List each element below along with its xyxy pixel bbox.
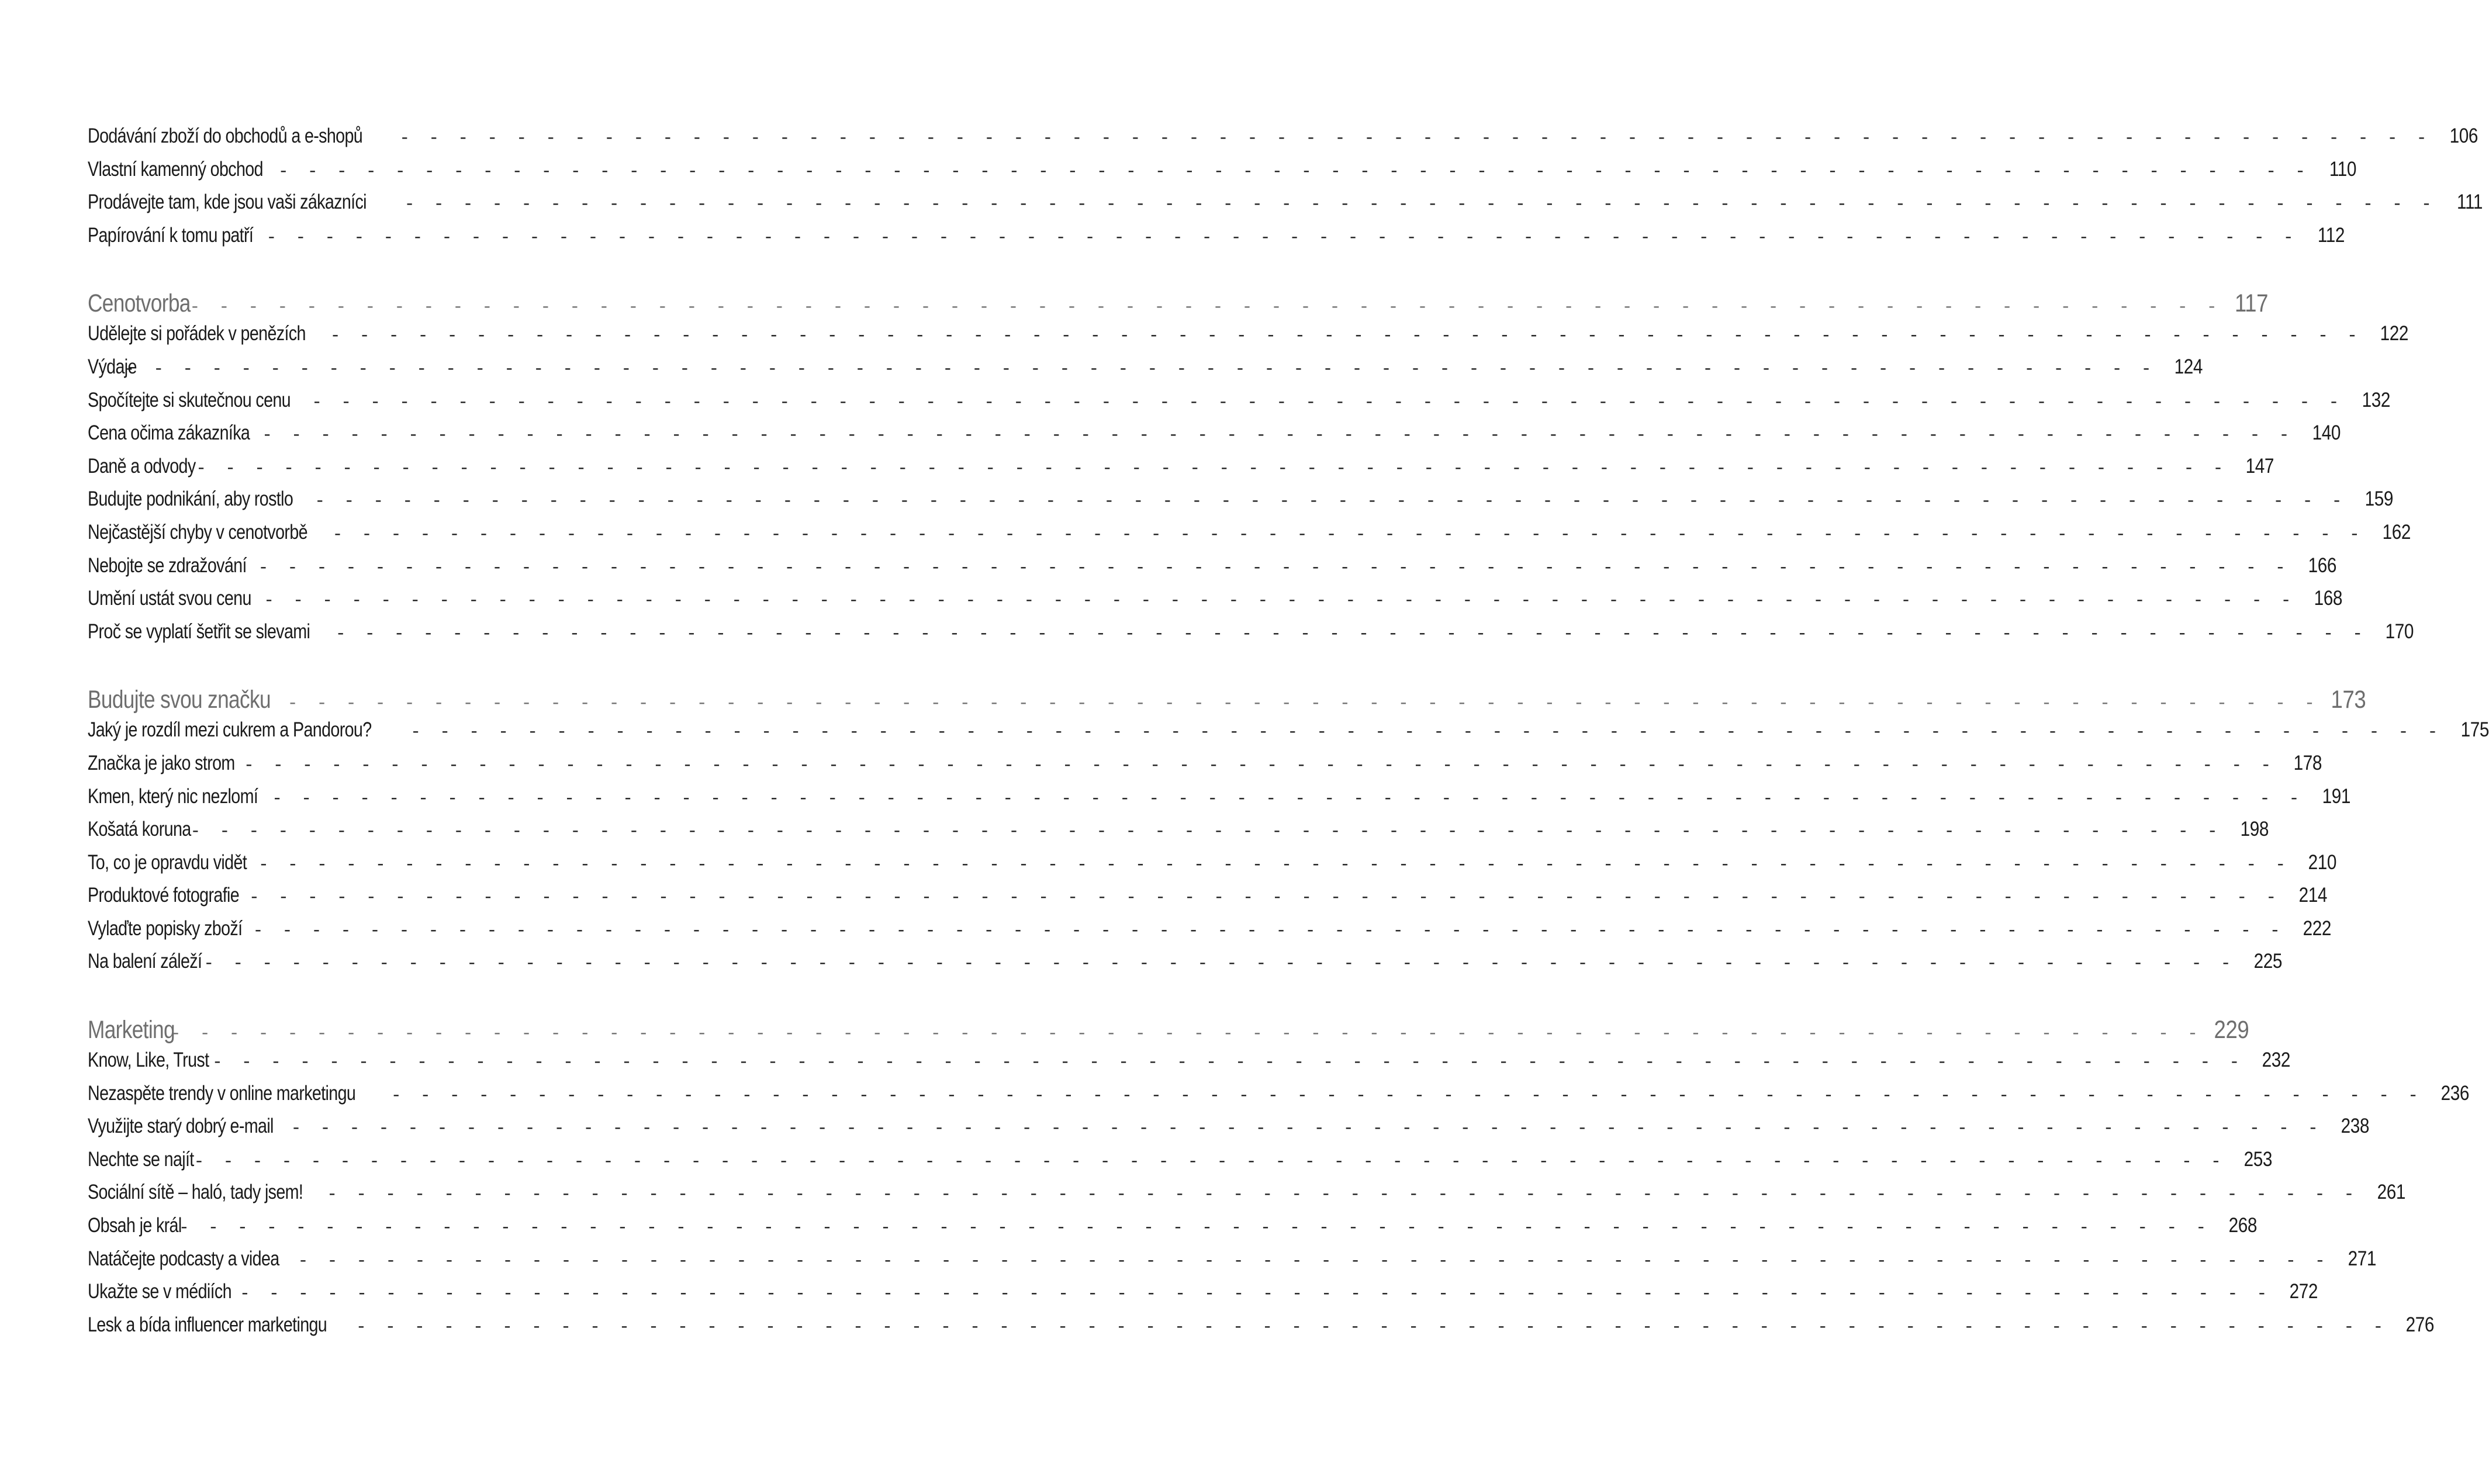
toc-entry-page: 166	[2308, 554, 2336, 577]
toc-entry[interactable]	[88, 850, 2337, 884]
dot-leader: - - - - - - - - - - - - - - - - - - - - - - - - - - - - - - - - - - - - - - - - - - - - - - - - - - - - - - - - - - - - - - - - - - - - - -	[193, 1151, 2225, 1172]
toc-entry[interactable]	[88, 421, 2341, 455]
toc-entry[interactable]	[88, 818, 2269, 851]
toc-entry-title: Nebojte se zdražování	[88, 554, 247, 577]
dot-leader: - - - - - - - - - - - - - - - - - - - - - - - - - - - - - - - - - - - - - - - - - - - - - - - - - - - - - - - - - - - - - - - - - - - - - -	[314, 492, 2346, 512]
toc-entry[interactable]	[88, 388, 2390, 422]
toc-entry-title: Natáčejte podcasty a videa	[88, 1247, 279, 1270]
toc-entry[interactable]	[88, 355, 2203, 389]
dot-leader: - - - - - - - - - - - - - - - - - - - - - - - - - - - - - - - - - - - - - - - - - - - - - - - - - - - - - - - - - - - - - - - - - - - - - -	[190, 822, 2222, 842]
toc-entry-title: Know, Like, Trust	[88, 1049, 209, 1072]
dot-leader: - - - - - - - - - - - - - - - - - - - - - - - - - - - - - - - - - - - - - - - - - - - - - - - - - - - - - - - - - - - - - - - - - - - - - -	[272, 788, 2304, 809]
chapter-title: Cenotvorba	[88, 289, 191, 318]
toc-entry[interactable]	[88, 620, 2414, 653]
toc-entry-page: 261	[2377, 1181, 2405, 1204]
dot-leader: - - - - - - - - - - - - - - - - - - - - - - - - - - - - - - - - - - - - - - - - - - - - - - - - - - - - - - - - - - - - - - - - - - - - - -	[330, 326, 2362, 347]
dot-leader: - - - - - - - - - - - - - - - - - - - - - - - - - - - - - - - - - - - - - - - - - - - - - - - - - - - - - - - - - - - - - - - - - - - - - -	[298, 1251, 2329, 1271]
section-gap	[88, 257, 843, 289]
dot-leader: - - - - - - - - - - - - - - - - - - - - - - - - - - - - - - - - - - - - - - - - - - - - - - - - - - - - - - - - - - - - - - - - - - - - - -	[258, 855, 2290, 875]
dot-leader: - - - - - - - - - - - - - - - - - - - - - - - - - - - - - - - - - - - - - - - - - - - - - - - - - - - - - - - - - - - - - - - - - - - - - -	[170, 1024, 2203, 1044]
toc-entry[interactable]	[88, 1280, 2318, 1313]
toc-entry-page: 222	[2303, 916, 2331, 940]
dot-leader: - - - - - - - - - - - - - - - - - - - - - - - - - - - - - - - - - - - - - - - - - - - - - - - - - - - - - - - - - - - - - - - - - - - - - -	[189, 298, 2221, 318]
dot-leader: - - - - - - - - - - - - - - - - - - - - - - - - - - - - - - - - - - - - - - - - - - - - - - - - - - - - - - - - - - - - - - - - - - - - - -	[178, 1218, 2211, 1239]
chapter-page: 229	[2214, 1016, 2249, 1044]
toc-entry[interactable]	[88, 454, 2274, 488]
dot-leader: - - - - - - - - - - - - - - - - - - - - - - - - - - - - - - - - - - - - - - - - - - - - - - - - - - - - - - - - - - - - - - - - - - - - - -	[253, 921, 2284, 941]
toc-entry-title: Výdaje	[88, 355, 137, 378]
dot-leader: - - - - - - - - - - - - - - - - - - - - - - - - - - - - - - - - - - - - - - - - - - - - - - - - - - - - - - - - - - - - - - - - - - - - - -	[243, 755, 2276, 776]
toc-entry-page: 214	[2298, 884, 2328, 907]
toc-entry-page: 210	[2308, 850, 2337, 874]
dot-leader: - - - - - - - - - - - - - - - - - - - - - - - - - - - - - - - - - - - - - - - - - - - - - - - - - - - - - - - - - - - - - - - - - - - - - -	[264, 591, 2296, 611]
toc-entry-page: 122	[2380, 322, 2409, 345]
toc-entry[interactable]	[88, 718, 2489, 752]
toc-entry-page: 198	[2240, 818, 2269, 841]
toc-entry[interactable]	[88, 1313, 2435, 1347]
toc-entry-page: 272	[2289, 1280, 2318, 1303]
dot-leader: - - - - - - - - - - - - - - - - - - - - - - - - - - - - - - - - - - - - - - - - - - - - - - - - - - - - - - - - - - - - - - - - - - - - - -	[355, 1317, 2388, 1337]
toc-entry[interactable]	[88, 520, 2411, 554]
dot-leader: - - - - - - - - - - - - - - - - - - - - - - - - - - - - - - - - - - - - - - - - - - - - - - - - - - - - - - - - - - - - - - - - - - - - - -	[262, 426, 2294, 446]
chapter-title: Marketing	[88, 1016, 175, 1044]
dot-leader: - - - - - - - - - - - - - - - - - - - - - - - - - - - - - - - - - - - - - - - - - - - - - - - - - - - - - - - - - - - - - - - - - - - - - -	[248, 888, 2281, 908]
toc-entry-page: 268	[2228, 1214, 2258, 1237]
toc-entry-page: 236	[2440, 1081, 2470, 1105]
dot-leader: - - - - - - - - - - - - - - - - - - - - - - - - - - - - - - - - - - - - - - - - - - - - - - - - - - - - - - - - - - - - - - - - - - - - - -	[335, 624, 2367, 644]
toc-entry-title: Nejčastější chyby v cenotvorbě	[88, 520, 307, 544]
dot-leader: - - - - - - - - - - - - - - - - - - - - - - - - - - - - - - - - - - - - - - - - - - - - - - - - - - - - - - - - - - - - - - - - - - - - - -	[196, 458, 2228, 479]
toc-entry-title: Umění ustát svou cenu	[88, 587, 251, 610]
toc-entry-title: Papírování k tomu patří	[88, 223, 254, 247]
toc-entry[interactable]	[88, 916, 2331, 950]
toc-entry[interactable]	[88, 1115, 2369, 1148]
toc-entry-title: To, co je opravdu vidět	[88, 850, 247, 874]
section-gap	[88, 653, 843, 686]
dot-leader: - - - - - - - - - - - - - - - - - - - - - - - - - - - - - - - - - - - - - - - - - - - - - - - - - - - - - - - - - - - - - - - - - - - - - -	[278, 161, 2310, 182]
dot-leader: - - - - - - - - - - - - - - - - - - - - - - - - - - - - - - - - - - - - - - - - - - - - - - - - - - - - - - - - - - - - - - - - - - - - - -	[287, 694, 2319, 714]
dot-leader: - - - - - - - - - - - - - - - - - - - - - - - - - - - - - - - - - - - - - - - - - - - - - - - - - - - - - - - - - - - - - - - - - - - - - -	[404, 195, 2436, 215]
toc-entry-title: Spočítejte si skutečnou cenu	[88, 388, 291, 411]
toc-entry[interactable]	[88, 322, 2409, 355]
dot-leader: - - - - - - - - - - - - - - - - - - - - - - - - - - - - - - - - - - - - - - - - - - - - - - - - - - - - - - - - - - - - - - - - - - - - - -	[124, 359, 2156, 379]
toc-entry-title: Kmen, který nic nezlomí	[88, 784, 258, 808]
toc-entry[interactable]	[88, 1247, 2376, 1281]
toc-entry-page: 175	[2460, 718, 2489, 742]
toc-entry[interactable]	[88, 191, 2483, 224]
dot-leader: - - - - - - - - - - - - - - - - - - - - - - - - - - - - - - - - - - - - - - - - - - - - - - - - - - - - - - - - - - - - - - - - - - - - - -	[399, 129, 2431, 148]
dot-leader: - - - - - - - - - - - - - - - - - - - - - - - - - - - - - - - - - - - - - - - - - - - - - - - - - - - - - - - - - - - - - - - - - - - - - -	[327, 1185, 2359, 1205]
dot-leader: - - - - - - - - - - - - - - - - - - - - - - - - - - - - - - - - - - - - - - - - - - - - - - - - - - - - - - - - - - - - - - - - - - - - - -	[332, 524, 2364, 545]
toc-entry-page: 110	[2329, 157, 2357, 181]
toc-entry-title: Ukažte se v médiích	[88, 1280, 231, 1303]
toc-entry-page: 191	[2322, 784, 2350, 808]
toc-entry-title: Sociální sítě – haló, tady jsem!	[88, 1181, 303, 1204]
toc-chapter-heading[interactable]	[88, 686, 2366, 718]
toc-entry[interactable]	[88, 784, 2350, 818]
toc-entry-page: 271	[2348, 1247, 2376, 1270]
dot-leader: - - - - - - - - - - - - - - - - - - - - - - - - - - - - - - - - - - - - - - - - - - - - - - - - - - - - - - - - - - - - - - - - - - - - - -	[312, 392, 2343, 413]
toc-entry-title: Proč se vyplatí šetřit se slevami	[88, 620, 310, 643]
toc-entry[interactable]	[88, 157, 2357, 191]
toc-entry-title: Obsah je král	[88, 1214, 182, 1237]
toc-entry-title: Lesk a bída influencer marketingu	[88, 1313, 327, 1336]
toc-entry-page: 147	[2246, 454, 2274, 478]
toc-entry-page: 159	[2364, 487, 2393, 511]
toc-entry-page: 112	[2317, 223, 2345, 247]
toc-entry-page: 170	[2385, 620, 2414, 643]
toc-entry-page: 111	[2457, 191, 2483, 214]
toc-entry-page: 232	[2262, 1049, 2291, 1072]
toc-entry-page: 124	[2174, 355, 2203, 378]
toc-entry[interactable]	[88, 884, 2328, 917]
toc-entry[interactable]	[88, 223, 2345, 257]
toc-entry[interactable]	[88, 1081, 2470, 1115]
toc-entry-title: Nezaspěte trendy v online marketingu	[88, 1081, 356, 1105]
toc-chapter-heading[interactable]	[88, 1016, 2249, 1049]
toc-entry[interactable]	[88, 554, 2336, 587]
toc-entry-title: Využijte starý dobrý e-mail	[88, 1115, 274, 1138]
dot-leader: - - - - - - - - - - - - - - - - - - - - - - - - - - - - - - - - - - - - - - - - - - - - - - - - - - - - - - - - - - - - - - - - - - - - - -	[390, 1085, 2423, 1106]
toc-entry[interactable]	[88, 1214, 2258, 1247]
toc-entry-title: Vylaďte popisky zboží	[88, 916, 243, 940]
toc-entry-page: 225	[2253, 950, 2282, 973]
table-of-contents	[88, 124, 2489, 1346]
toc-entry-page: 238	[2341, 1115, 2369, 1138]
dot-leader: - - - - - - - - - - - - - - - - - - - - - - - - - - - - - - - - - - - - - - - - - - - - - - - - - - - - - - - - - - - - - - - - - - - - - -	[291, 1119, 2322, 1139]
dot-leader: - - - - - - - - - - - - - - - - - - - - - - - - - - - - - - - - - - - - - - - - - - - - - - - - - - - - - - - - - - - - - - - - - - - - - -	[410, 722, 2442, 743]
toc-entry[interactable]	[88, 1181, 2405, 1214]
toc-entry-title: Produktové fotografie	[88, 884, 240, 907]
dot-leader: - - - - - - - - - - - - - - - - - - - - - - - - - - - - - - - - - - - - - - - - - - - - - - - - - - - - - - - - - - - - - - - - - - - - - -	[239, 1284, 2272, 1305]
toc-entry[interactable]	[88, 950, 2282, 983]
toc-chapter-heading[interactable]	[88, 289, 2268, 322]
toc-entry-title: Prodávejte tam, kde jsou vaši zákazníci	[88, 191, 367, 214]
toc-entry-title: Značka je jako strom	[88, 751, 235, 774]
chapter-page: 173	[2331, 686, 2366, 714]
toc-entry-title: Na balení záleží	[88, 950, 202, 973]
toc-entry-page: 106	[2449, 124, 2478, 147]
dot-leader: - - - - - - - - - - - - - - - - - - - - - - - - - - - - - - - - - - - - - - - - - - - - - - - - - - - - - - - - - - - - - - - - - - - - - -	[266, 227, 2298, 248]
toc-entry-title: Nechte se najít	[88, 1147, 194, 1171]
dot-leader: - - - - - - - - - - - - - - - - - - - - - - - - - - - - - - - - - - - - - - - - - - - - - - - - - - - - - - - - - - - - - - - - - - - - - -	[258, 558, 2290, 578]
toc-entry-page: 178	[2293, 751, 2322, 774]
chapter-title: Budujte svou značku	[88, 686, 271, 714]
toc-entry[interactable]	[88, 751, 2322, 785]
toc-entry-title: Cena očima zákazníka	[88, 421, 250, 445]
toc-entry-page: 276	[2405, 1313, 2435, 1336]
toc-entry[interactable]	[88, 1147, 2272, 1181]
toc-entry[interactable]	[88, 1049, 2291, 1082]
toc-entry-title: Budujte podnikání, aby rostlo	[88, 487, 293, 511]
toc-entry-title: Jaký je rozdíl mezi cukrem a Pandorou?	[88, 718, 372, 742]
toc-entry-page: 253	[2243, 1147, 2272, 1171]
dot-leader: - - - - - - - - - - - - - - - - - - - - - - - - - - - - - - - - - - - - - - - - - - - - - - - - - - - - - - - - - - - - - - - - - - - - - -	[203, 954, 2235, 974]
toc-entry-title: Košatá koruna	[88, 818, 191, 841]
toc-entry-page: 162	[2382, 520, 2411, 544]
toc-entry-page: 132	[2362, 388, 2390, 411]
toc-entry-title: Udělejte si pořádek v penězích	[88, 322, 306, 345]
toc-entry-title: Daně a odvody	[88, 454, 196, 478]
toc-entry-title: Vlastní kamenný obchod	[88, 157, 263, 181]
section-gap	[88, 983, 843, 1016]
toc-entry[interactable]	[88, 124, 2478, 158]
toc-entry-page: 168	[2314, 587, 2342, 610]
toc-entry-title: Dodávání zboží do obchodů a e-shopů	[88, 124, 363, 147]
toc-entry[interactable]	[88, 487, 2393, 521]
dot-leader: - - - - - - - - - - - - - - - - - - - - - - - - - - - - - - - - - - - - - - - - - - - - - - - - - - - - - - - - - - - - - - - - - - - - - -	[212, 1053, 2244, 1073]
toc-entry[interactable]	[88, 587, 2342, 620]
toc-entry-page: 140	[2312, 421, 2341, 445]
chapter-page: 117	[2234, 289, 2268, 318]
